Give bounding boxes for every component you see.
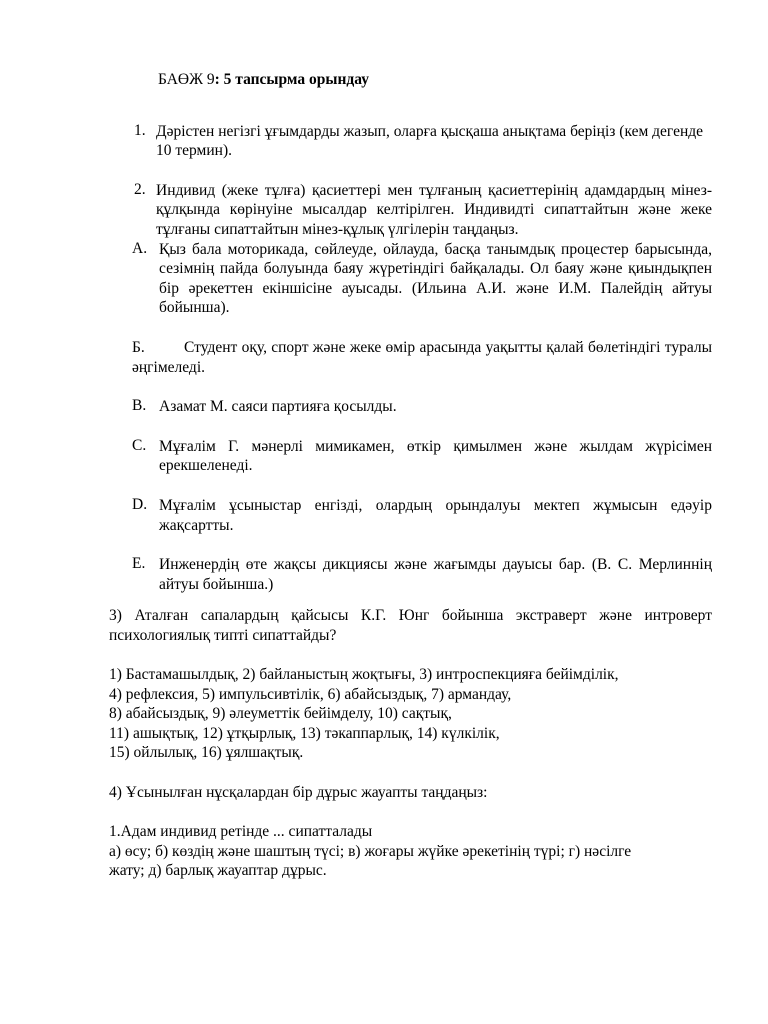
options-line: 1) Бастамашылдық, 2) байланыстың жоқтығы, 3) интроспекцияға бейімділік, <box>109 666 619 684</box>
item-text: Қыз бала моторикада, сөйлеуде, ойлауда, басқа танымдық процестер барысында, сезімнің пайда болуында баяу жүретіндігі байқалады. Ол баяу және қиындықпен бір әрекеттен екіншісіне ауысады. (Ильина А.И. және И.М. Палейдің айтуы бойынша). <box>159 240 712 317</box>
task-1-number: 1. <box>134 121 146 139</box>
item-label: А. <box>132 239 148 257</box>
task-4-q1: 1.Адам индивид ретінде ... сипатталады <box>109 823 373 841</box>
task-3-question: 3) Аталған сапалардың қайсысы К.Г. Юнг бойынша экстраверт және интроверт психологиялық типті сипаттайды? <box>109 607 712 644</box>
item-text: Мұғалім Г. мәнерлі мимикамен, өткір қимылмен және жылдам жүрісімен ерекшеленеді. <box>159 437 712 475</box>
spacer <box>110 535 712 555</box>
item-label: C. <box>132 436 147 454</box>
task-2-item-d <box>132 496 712 535</box>
task-4-answers: а) өсу; б) көздің және шаштың түсі; в) жоғары жүйке әрекетінің түрі; г) нәсілге жату; д) барлық жауаптар дұрыс. <box>109 842 632 880</box>
item-label: E. <box>132 555 146 573</box>
task-2-item-b <box>132 338 712 377</box>
item-text: Азамат М. саяси партияға қосылды. <box>159 398 397 416</box>
item-label: D. <box>132 495 148 513</box>
spacer <box>110 594 712 606</box>
title-bold: : 5 тапсырма орындау <box>214 71 369 88</box>
task-2-item-v <box>132 397 712 417</box>
spacer <box>110 802 712 822</box>
spacer <box>110 417 712 437</box>
document-title <box>158 70 712 90</box>
spacer <box>110 318 712 338</box>
item-text: Студент оқу, спорт және жеке өмір арасында уақытты қалай бөлетіндігі туралы әңгімеледі. <box>132 338 712 376</box>
task-3-options <box>109 665 712 762</box>
document-page <box>110 70 712 881</box>
item-text: Инженердің өте жақсы дикциясы және жағымды дауысы бар. (В. С. Мерлиннің айтуы бойынша.) <box>159 556 712 593</box>
spacer <box>110 377 712 397</box>
title-prefix: БАӨЖ 9 <box>158 71 215 88</box>
options-line: 11) ашықтық, 12) ұтқырлық, 13) тәкаппарлық, 14) күлкілік, <box>109 724 500 742</box>
task-2-number: 2. <box>134 180 146 198</box>
task-4-question: 4) Ұсынылған нұсқалардан бір дұрыс жауапты таңдаңыз: <box>109 783 488 801</box>
task-2-item-c <box>132 437 712 476</box>
options-line: 4) рефлексия, 5) импульсивтілік, 6) абайсыздық, 7) армандау, <box>109 685 512 703</box>
task-2-text: Индивид (жеке тұлға) қасиеттері мен тұлғаның қасиеттерінің адамдардың мінез-құлқында көрінуіне мысалдар келтірілген. Индивидті сипаттайтын және жеке тұлғаны сипаттайтын мінез-құлық үлгілерін таңдаңыз. <box>156 181 712 238</box>
spacer <box>110 161 712 181</box>
options-line: 15) ойлылық, 16) ұялшақтық. <box>109 744 304 762</box>
task-2-item-a <box>132 240 712 318</box>
item-label: В. <box>132 397 147 415</box>
task-2 <box>134 181 712 240</box>
item-label: Б. <box>132 338 145 356</box>
task-1 <box>134 122 712 161</box>
spacer <box>110 476 712 496</box>
spacer <box>110 763 712 783</box>
task-1-text: Дәрістен негізгі ұғымдарды жазып, оларға қысқаша анықтама беріңіз (кем дегенде 10 термин). <box>156 122 704 160</box>
task-2-item-e <box>132 555 712 594</box>
item-text: Мұғалім ұсыныстар енгізді, олардың орындалуы мектеп жұмысын едәуір жақсартты. <box>159 496 712 534</box>
options-line: 8) абайсыздық, 9) әлеуметтік бейімделу, 10) сақтық, <box>109 705 452 723</box>
spacer <box>110 645 712 665</box>
